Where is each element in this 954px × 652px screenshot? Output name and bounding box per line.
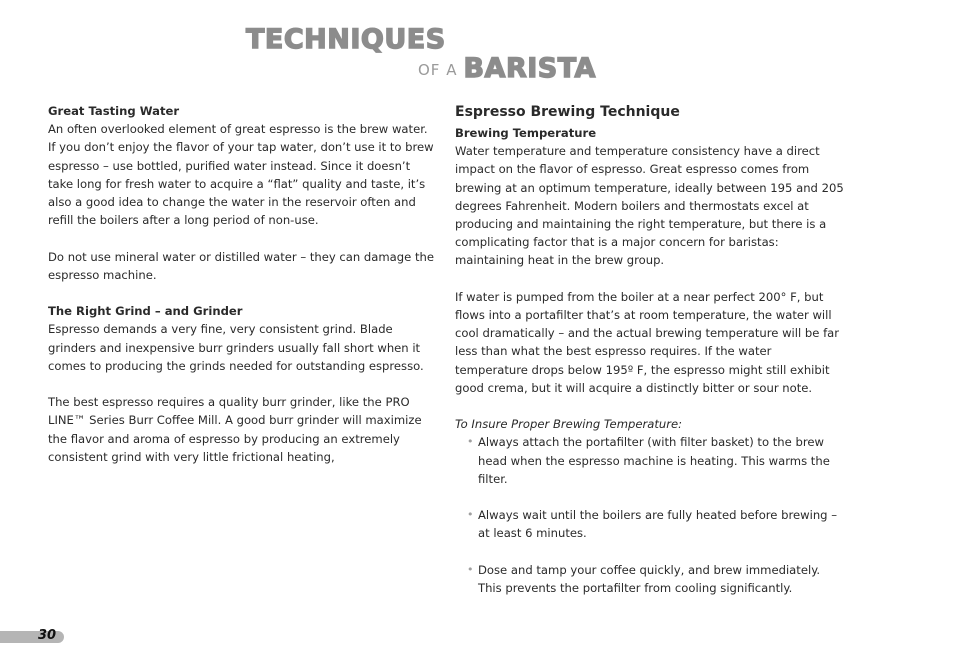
title-of-a: OF A <box>418 61 458 79</box>
tips-list <box>455 433 847 597</box>
grind-paragraph-1: Espresso demands a very fine, very consistent grind. Blade grinders and inexpensive burr grinders usually fall short when it comes to producing the grinds needed for outstanding espresso. <box>48 322 424 373</box>
title-barista: BARISTA <box>463 53 596 84</box>
right-column <box>455 102 847 597</box>
bullet-icon: • <box>467 562 474 576</box>
insure-heading: To Insure Proper Brewing Temperature: <box>455 417 683 432</box>
left-column <box>48 102 434 466</box>
list-item: • Dose and tamp your coffee quickly, and brew immediately. This prevents the portafilter from cooling significantly. <box>467 562 821 596</box>
list-item: • Always wait until the boilers are fully heated before brewing – at least 6 minutes. <box>467 508 838 541</box>
grind-paragraph-2: The best espresso requires a quality burr grinder, like the PRO LINE™ Series Burr Coffee Mill. A good burr grinder will maximize the flavor and aroma of espresso by producing an extremely consistent grind with very little frictional heating, <box>48 395 422 464</box>
water-paragraph-2: Do not use mineral water or distilled water – they can damage the espresso machine. <box>48 249 434 282</box>
temperature-paragraph-2: If water is pumped from the boiler at a near perfect 200° F, but flows into a portafilter that’s at room temperature, the water will cool dramatically – and the actual brewing temperature will be far less than what the best espresso requires. If the water temperature drops below 195º F, the espresso might still exhibit good crema, but it will acquire a distinctly bitter or sour note. <box>455 289 840 395</box>
title-techniques: TECHNIQUES <box>246 24 446 55</box>
bullet-icon: • <box>467 435 474 449</box>
list-item: • Always attach the portafilter (with filter basket) to the brew head when the espresso machine is heating. This warms the filter. <box>467 435 830 486</box>
title-of-a-barista <box>418 54 596 87</box>
bullet-icon: • <box>467 508 474 522</box>
page-number: 30 <box>38 628 57 643</box>
water-heading: Great Tasting Water <box>48 104 180 118</box>
grind-heading: The Right Grind – and Grinder <box>48 304 243 319</box>
water-paragraph-1: An often overlooked element of great espresso is the brew water. If you don’t enjoy the flavor of your tap water, don’t use it to brew espresso – use bottled, purified water instead. Since it doesn’t take long for fresh water to acquire a “flat” quality and taste, it’s also a good idea to change the water in the reservoir often and refill the boilers after a long period of non-use. <box>48 122 434 228</box>
temperature-paragraph-1: Water temperature and temperature consistency have a direct impact on the flavor of espresso. Great espresso comes from brewing at an optimum temperature, ideally between 195 and 205 degrees Fahrenheit. Modern boilers and thermostats excel at producing and maintaining the right temperature, but there is a complicating factor that is a major concern for baristas: maintaining heat in the brew group. <box>455 144 844 268</box>
section-heading: Espresso Brewing Technique <box>455 104 680 120</box>
temperature-heading: Brewing Temperature <box>455 126 597 140</box>
